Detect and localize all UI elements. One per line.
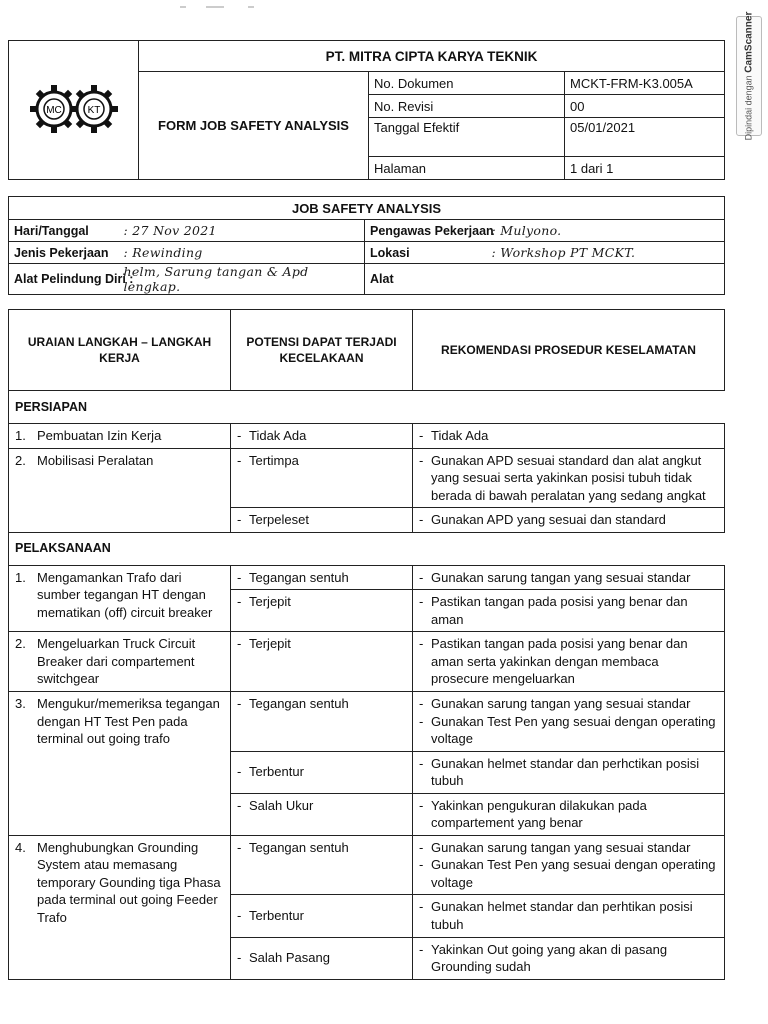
step-number: 2. <box>15 452 26 468</box>
meta-value: 05/01/2021 <box>565 118 725 157</box>
scan-mark <box>206 6 224 8</box>
bullet: - <box>237 797 242 813</box>
logo-left-text: MC <box>45 104 62 116</box>
recommendation-text: Gunakan APD yang sesuai dan standard <box>431 512 666 528</box>
step-number: 1. <box>15 569 26 585</box>
jsa-title: JOB SAFETY ANALYSIS <box>9 197 725 220</box>
alat-value <box>487 264 725 295</box>
hazard-text: Terjepit <box>249 594 291 610</box>
hari-value: : 27 Nov 2021 <box>119 220 365 242</box>
jsa-steps-table <box>8 309 725 980</box>
company-name: PT. MITRA CIPTA KARYA TEKNIK <box>139 41 725 72</box>
recommendation-text: Gunakan helmet standar dan perhctikan posisi tubuh <box>431 755 700 789</box>
document-header <box>8 40 725 180</box>
hazard-text: Terpeleset <box>249 512 309 528</box>
recommendation-text: Yakinkan pengukuran dilakukan pada compartement yang benar <box>431 797 647 831</box>
table-row <box>9 692 725 752</box>
step-text: Mobilisasi Peralatan <box>37 452 154 468</box>
bullet: - <box>237 908 242 924</box>
bullet: - <box>237 950 242 966</box>
recommendation-text: Gunakan helmet standar dan perhtikan posisi tubuh <box>431 899 693 933</box>
lokasi-value: : Workshop PT MCKT. <box>487 242 725 264</box>
bullet: - <box>237 636 242 652</box>
hazard-text: Terjepit <box>249 636 291 652</box>
jsa-info <box>8 196 725 295</box>
step-text: Pembuatan Izin Kerja <box>37 428 162 443</box>
bullet: - <box>237 696 242 712</box>
bullet: - <box>237 512 242 528</box>
apd-value: helm, Sarung tangan & Apd lengkap. <box>119 264 365 295</box>
bullet: - <box>237 764 242 780</box>
bullet: - <box>419 713 424 729</box>
scan-mark <box>180 6 186 8</box>
company-logo-icon <box>26 61 122 157</box>
recommendation-text: Gunakan sarung tangan yang sesuai standar <box>431 839 691 855</box>
alat-label: Alat <box>365 264 487 295</box>
recommendation-text: Pastikan tangan pada posisi yang benar dan aman <box>431 594 688 627</box>
step-number: 1. <box>15 428 26 443</box>
bullet: - <box>419 452 424 468</box>
logo-right-text: KT <box>87 104 100 116</box>
watermark-line1: Dipindai dengan <box>743 75 754 141</box>
apd-label: Alat Pelindung Diri : <box>9 264 119 295</box>
step-text: Menghubungkan Grounding System atau memasang temporary Gounding tiga Phasa pada terminal out going Feeder Trafo <box>37 839 221 926</box>
bullet: - <box>419 636 424 652</box>
recommendation-text: Pastikan tangan pada posisi yang benar dan aman serta yakinkan dengan membaca prosecure mengeluarkan <box>431 636 688 687</box>
bullet: - <box>419 569 424 585</box>
company-logo-cell <box>9 41 139 180</box>
hazard-text: Terbentur <box>249 908 304 924</box>
step-number: 3. <box>15 696 26 712</box>
hazard-text: Tegangan sentuh <box>249 839 349 855</box>
meta-key: No. Dokumen <box>369 72 565 95</box>
meta-value: 1 dari 1 <box>565 157 725 180</box>
section-pelaksanaan: PELAKSANAAN <box>9 532 725 565</box>
lokasi-label: Lokasi <box>365 242 487 264</box>
watermark-line2: CamScanner <box>743 11 755 73</box>
column-header-hazards: POTENSI DAPAT TERJADI KECELAKAAN <box>231 310 413 391</box>
pengawas-value: : Mulyono. <box>487 220 725 242</box>
jenis-label: Jenis Pekerjaan <box>9 242 119 264</box>
step-text: Mengukur/memeriksa tegangan dengan HT Test Pen pada terminal out going trafo <box>37 696 220 747</box>
step-number: 4. <box>15 839 26 855</box>
hazard-text: Salah Pasang <box>249 950 330 966</box>
bullet: - <box>419 594 424 610</box>
hari-label: Hari/Tanggal <box>9 220 119 242</box>
bullet: - <box>419 899 424 915</box>
bullet: - <box>419 797 424 813</box>
table-row <box>9 424 725 449</box>
table-row <box>9 632 725 692</box>
camscanner-watermark <box>736 11 762 141</box>
column-header-recommendations: REKOMENDASI PROSEDUR KESELAMATAN <box>413 310 725 391</box>
meta-key: Tanggal Efektif <box>369 118 565 157</box>
section-persiapan: PERSIAPAN <box>9 391 725 424</box>
table-row <box>9 835 725 895</box>
bullet: - <box>419 696 424 712</box>
watermark-text <box>744 12 755 141</box>
step-text: Mengamankan Trafo dari sumber tegangan HT dengan mematikan (off) circuit breaker <box>37 569 213 620</box>
bullet: - <box>419 512 424 528</box>
meta-key: No. Revisi <box>369 95 565 118</box>
form-title: FORM JOB SAFETY ANALYSIS <box>139 72 369 180</box>
step-number: 2. <box>15 636 26 652</box>
hazard-text: Tidak Ada <box>249 428 307 443</box>
recommendation-text: Yakinkan Out going yang akan di pasang Grounding sudah <box>431 941 668 975</box>
table-row <box>9 565 725 590</box>
column-header-steps: URAIAN LANGKAH – LANGKAH KERJA <box>9 310 231 391</box>
table-row <box>9 448 725 508</box>
bullet: - <box>419 428 424 443</box>
hazard-text: Tegangan sentuh <box>249 696 349 712</box>
meta-value: MCKT-FRM-K3.005A <box>565 72 725 95</box>
recommendation-text: Gunakan Test Pen yang sesuai dengan operating voltage <box>431 713 716 747</box>
bullet: - <box>419 857 424 873</box>
recommendation-text: Tidak Ada <box>431 428 489 443</box>
recommendation-text: Gunakan sarung tangan yang sesuai standar <box>431 696 691 712</box>
bullet: - <box>237 452 242 468</box>
recommendation-text: Gunakan APD sesuai standard dan alat angkut yang sesuai serta yakinkan posisi tubuh tidak berada di bawah peralatan yang sedang angkat <box>431 452 706 503</box>
jenis-value: : Rewinding <box>119 242 365 264</box>
recommendation-text: Gunakan Test Pen yang sesuai dengan operating voltage <box>431 857 716 890</box>
hazard-text: Salah Ukur <box>249 797 314 813</box>
bullet: - <box>419 755 424 771</box>
pengawas-label: Pengawas Pekerjaan <box>365 220 487 242</box>
scan-mark <box>248 6 254 8</box>
recommendation-text: Gunakan sarung tangan yang sesuai standar <box>431 569 691 585</box>
hazard-text: Terbentur <box>249 764 304 780</box>
bullet: - <box>237 839 242 855</box>
bullet: - <box>419 941 424 957</box>
bullet: - <box>237 594 242 610</box>
bullet: - <box>237 569 242 585</box>
hazard-text: Tertimpa <box>249 452 299 468</box>
bullet: - <box>237 428 242 443</box>
step-text: Mengeluarkan Truck Circuit Breaker dari compartement switchgear <box>37 636 196 687</box>
meta-value: 00 <box>565 95 725 118</box>
bullet: - <box>419 839 424 855</box>
jsa-document <box>8 40 724 980</box>
hazard-text: Tegangan sentuh <box>249 569 349 585</box>
meta-key: Halaman <box>369 157 565 180</box>
